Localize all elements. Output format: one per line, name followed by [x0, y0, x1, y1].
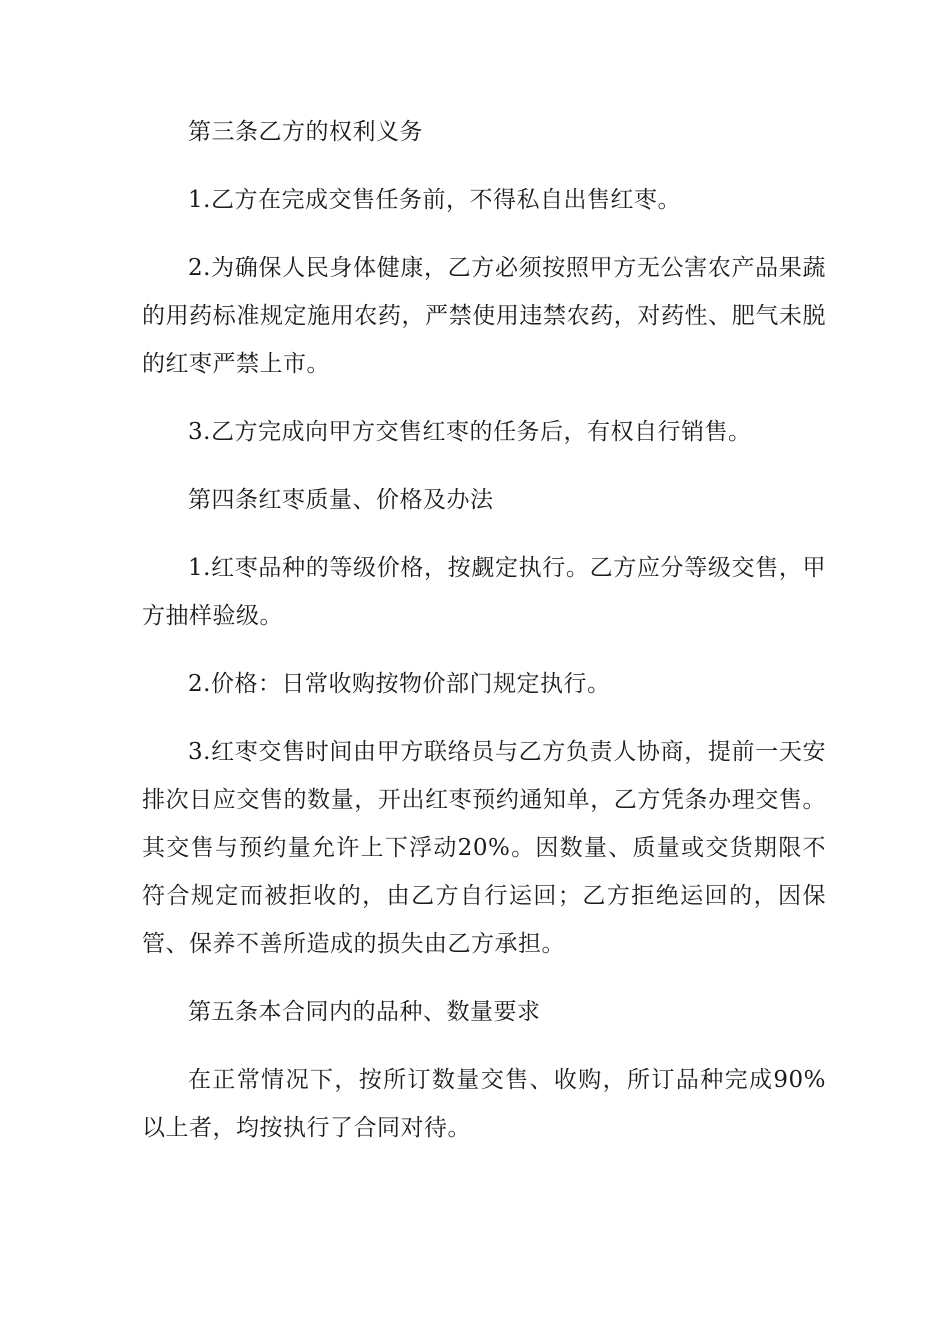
document-page: [142, 108, 826, 1172]
article-5-body: 在正常情况下，按所订数量交售、收购，所订品种完成90%以上者，均按执行了合同对待。: [142, 1067, 826, 1141]
article-3-heading: 第三条乙方的权利义务: [188, 119, 423, 145]
article-4-clause-2: 2.价格：日常收购按物价部门规定执行。: [188, 671, 611, 697]
article-4-clause-1: 1.红枣品种的等级价格，按觑定执行。乙方应分等级交售，甲方抽样验级。: [142, 555, 826, 629]
article-3-clause-2: 2.为确保人民身体健康，乙方必须按照甲方无公害农产品果蔬的用药标准规定施用农药，严禁使用违禁农药，对药性、肥气未脱的红枣严禁上市。: [142, 255, 826, 377]
article-4-heading: 第四条红枣质量、价格及办法: [188, 487, 494, 513]
article-3-clause-3: 3.乙方完成向甲方交售红枣的任务后，有权自行销售。: [188, 419, 752, 445]
article-4-clause-3: 3.红枣交售时间由甲方联络员与乙方负责人协商，提前一天安排次日应交售的数量，开出红枣预约通知单，乙方凭条办理交售。其交售与预约量允许上下浮动20%。因数量、质量或交货期限不符合规定而被拒收的，由乙方自行运回；乙方拒绝运回的，因保管、保养不善所造成的损失由乙方承担。: [142, 739, 826, 957]
article-5-heading: 第五条本合同内的品种、数量要求: [188, 999, 541, 1025]
article-3-clause-1: 1.乙方在完成交售任务前，不得私自出售红枣。: [188, 187, 681, 213]
